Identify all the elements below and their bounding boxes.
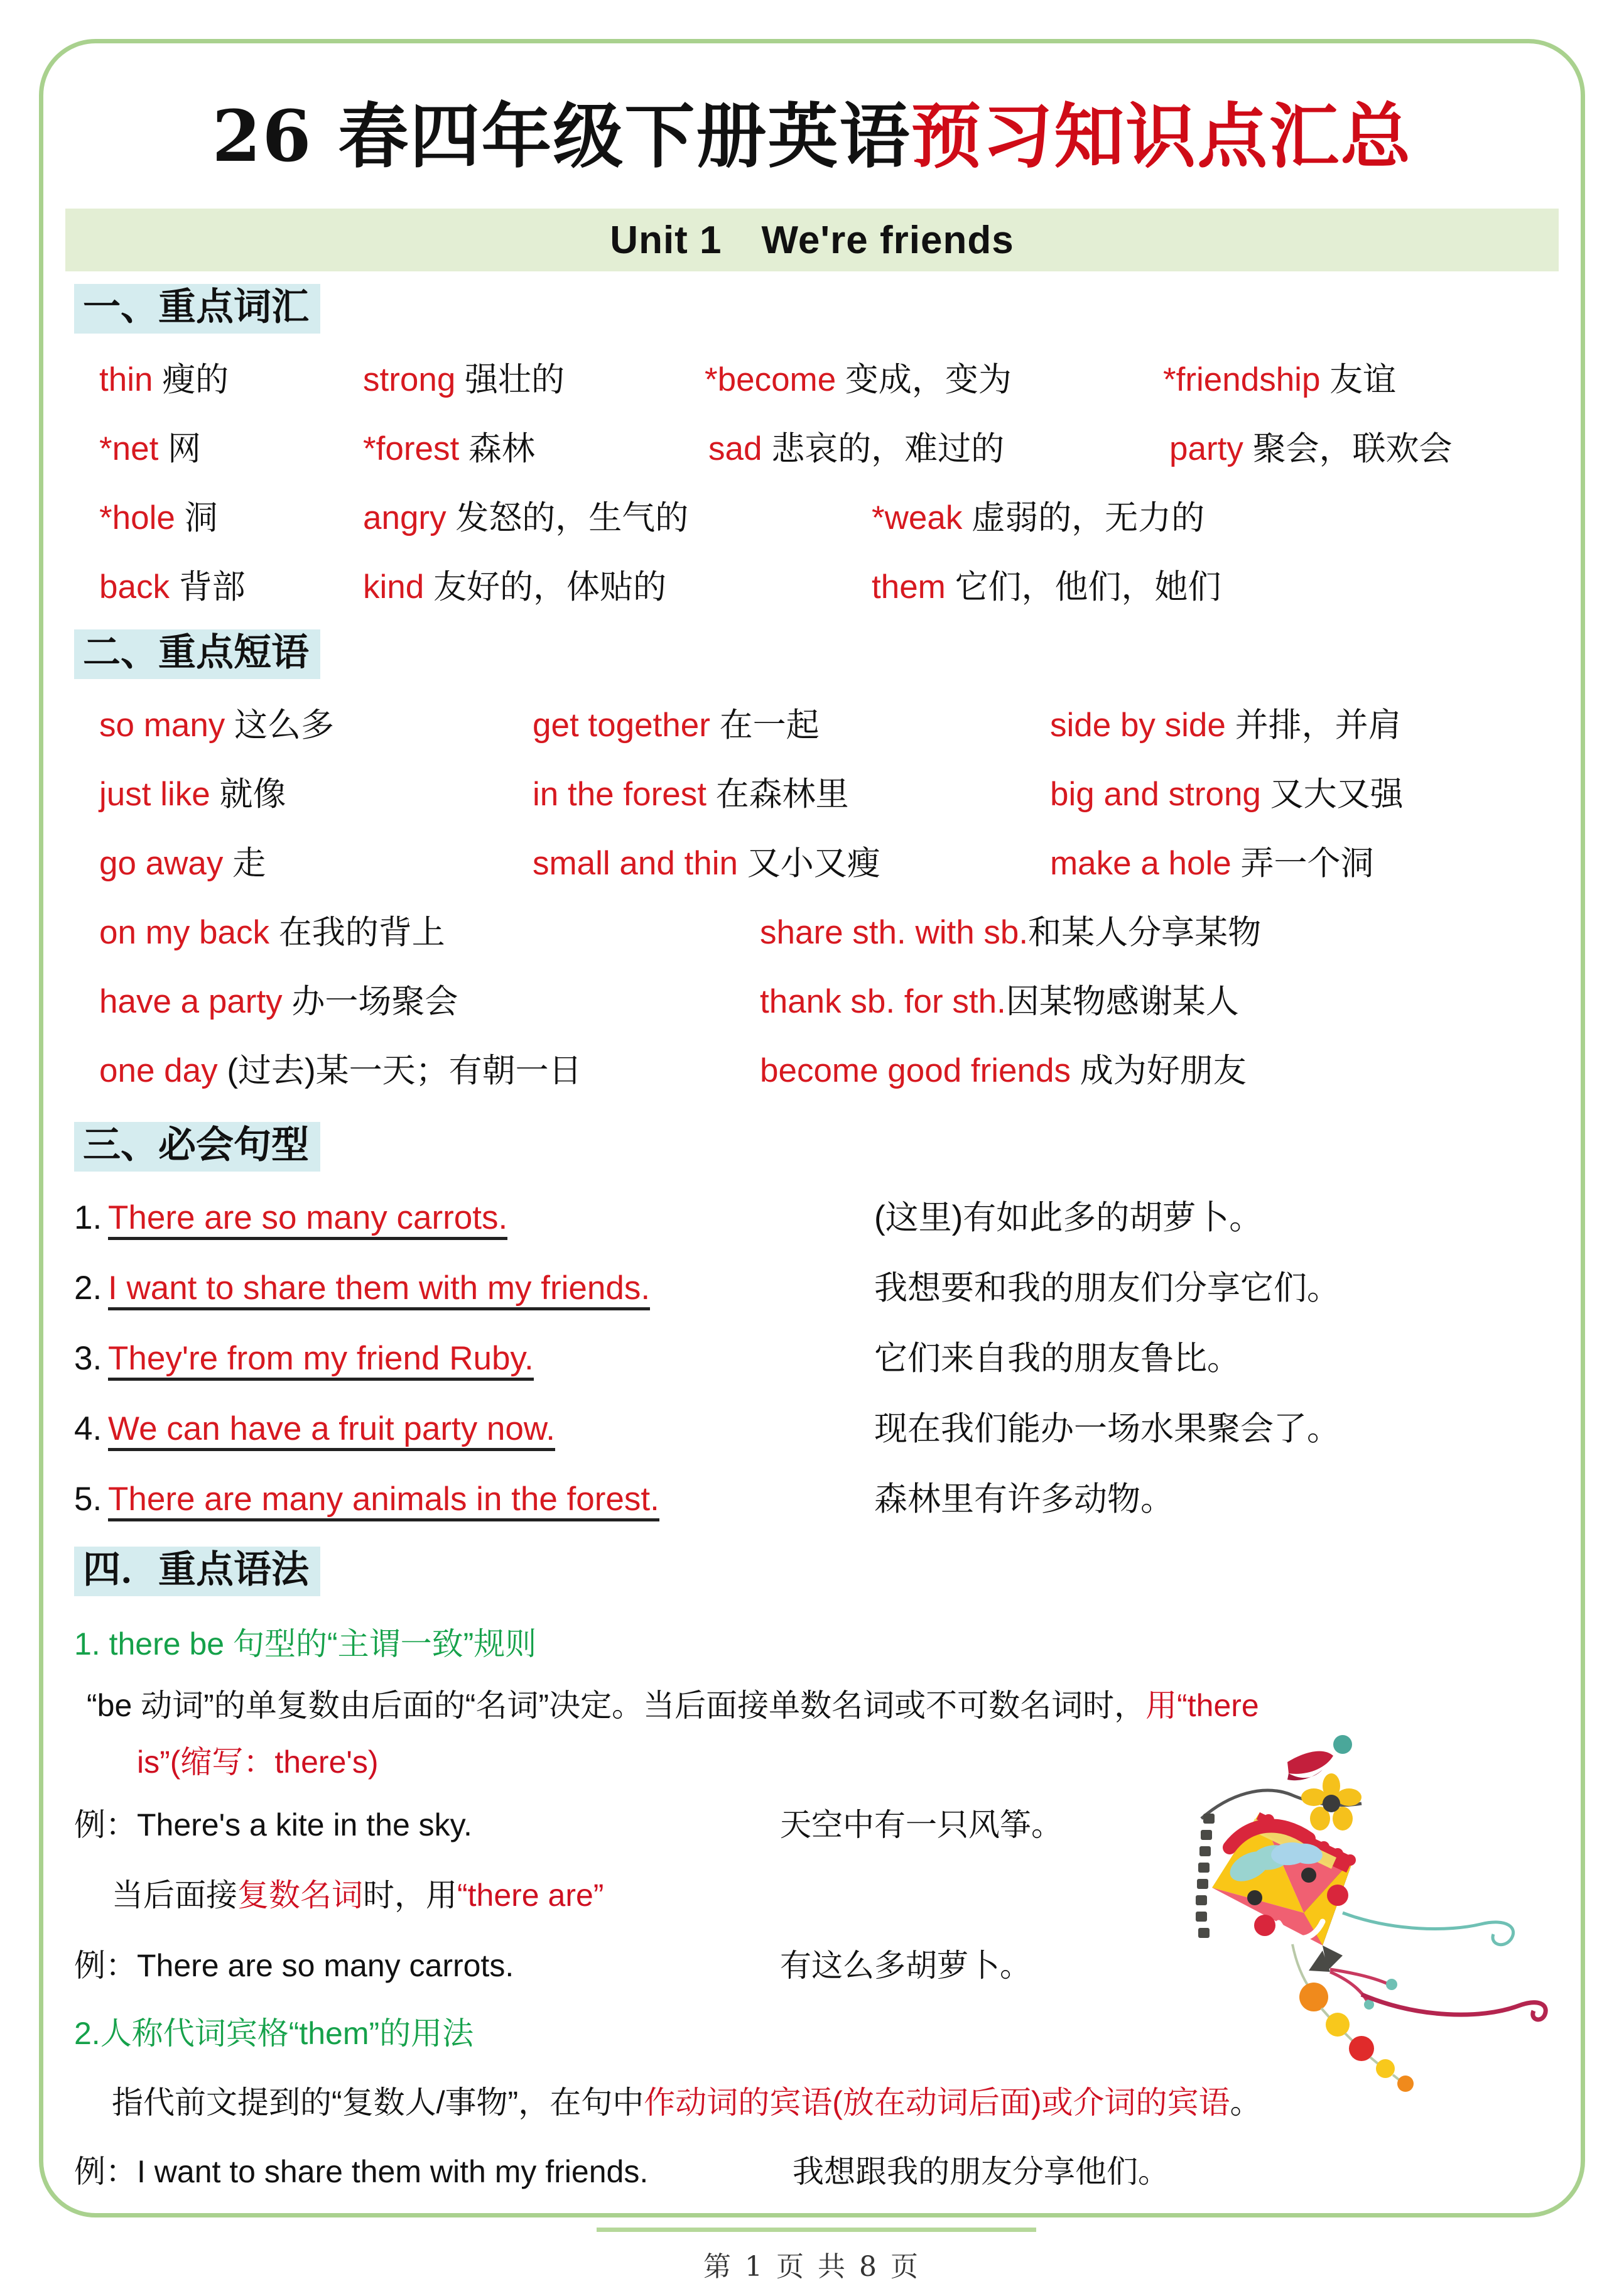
grammar-point-2-body — [112, 2087, 1262, 2118]
vocab-item — [705, 363, 1012, 396]
vocab-en: *hole — [99, 499, 175, 536]
vocab-cn: 森林 — [468, 430, 535, 467]
vocab-item — [708, 432, 1004, 465]
page-footer: 第 1 页 共 8 页 — [703, 2251, 921, 2283]
rule-red-a: 复数名词 — [237, 1878, 363, 1913]
grammar-body-red: 作动词的宾语(放在动词后面)或介词的宾语 — [644, 2085, 1230, 2120]
phrase-en: in the forest — [533, 776, 706, 813]
vocab-cn: 变成，变为 — [845, 361, 1012, 398]
vocab-cn: 虚弱的，无力的 — [972, 499, 1205, 536]
phrase-cn: 在一起 — [719, 707, 820, 744]
vocab-en: sad — [708, 430, 762, 467]
page-title-red: 预习知识点汇总 — [911, 95, 1412, 178]
unit-banner — [65, 209, 1559, 271]
sentence-english: I want to share them with my friends. — [108, 1271, 650, 1310]
vocab-en: *net — [99, 430, 159, 467]
phrase-cn: 又小又瘦 — [747, 845, 880, 882]
page-title — [0, 80, 1624, 182]
vocab-en: party — [1169, 430, 1243, 467]
grammar-example-2-chinese: 有这么多胡萝卜。 — [780, 1948, 1031, 1983]
vocab-en: *forest — [363, 430, 460, 467]
vocab-cn: 友好的，体贴的 — [433, 569, 666, 606]
grammar-body-black: 指代前文提到的“复数人/事物”，在句中 — [112, 2085, 644, 2120]
sentence-chinese: 森林里有许多动物。 — [874, 1481, 1174, 1518]
vocab-item — [99, 363, 229, 396]
grammar-point-2-title: 2.人称代词宾格“them”的用法 — [74, 2016, 474, 2051]
sentence-number: 1. — [74, 1199, 102, 1236]
phrase-cn: 并排，并肩 — [1235, 707, 1402, 744]
vocab-en: *weak — [872, 499, 963, 536]
grammar-example-1-chinese: 天空中有一只风筝。 — [780, 1807, 1063, 1842]
phrase-cn: 办一场聚会 — [291, 983, 458, 1020]
phrase-cn: 和某人分享某物 — [1028, 914, 1262, 951]
phrase-item — [99, 1054, 582, 1087]
vocab-item — [99, 501, 218, 535]
grammar-body-black: “be 动词”的单复数由后面的“名词”决定。当后面接单数名词或不可数名词时， — [87, 1688, 1146, 1723]
phrase-cn: 成为好朋友 — [1080, 1052, 1247, 1089]
vocab-item — [363, 501, 688, 535]
vocab-item — [363, 363, 565, 396]
phrase-cn: 这么多 — [234, 707, 335, 744]
example-english: There are so many carrots. — [137, 1948, 514, 1983]
phrase-en: go away — [99, 845, 224, 882]
vocab-item — [99, 570, 246, 604]
vocab-en: *become — [705, 361, 836, 398]
phrase-cn: 走 — [232, 845, 266, 882]
vocab-en: them — [872, 569, 946, 606]
phrase-cn: 又大又强 — [1270, 776, 1404, 813]
vocab-cn: 网 — [168, 430, 202, 467]
unit-banner-label: Unit 1 We're friends — [610, 218, 1014, 262]
kite-illustration — [1154, 1724, 1556, 2164]
rule-red-b: “there are” — [457, 1878, 604, 1913]
vocab-item — [363, 570, 666, 604]
phrase-item — [1050, 847, 1373, 880]
example-english: I want to share them with my friends. — [137, 2154, 649, 2189]
phrase-cn: 就像 — [219, 776, 286, 813]
grammar-example-1 — [74, 1809, 472, 1841]
grammar-body-red: 用“there — [1145, 1688, 1259, 1723]
vocab-en: *friendship — [1163, 361, 1321, 398]
phrase-cn: 在我的背上 — [278, 914, 445, 951]
phrase-item — [1050, 709, 1402, 742]
vocab-cn: 友谊 — [1329, 361, 1397, 398]
vocab-cn: 它们，他们，她们 — [955, 569, 1221, 606]
section-header-grammar: 四．重点语法 — [74, 1547, 320, 1596]
vocab-item — [872, 501, 1204, 535]
vocab-item — [363, 432, 535, 465]
phrase-item — [99, 709, 334, 742]
vocab-item — [1163, 363, 1396, 396]
phrase-cn: 弄一个洞 — [1240, 845, 1374, 882]
vocab-item — [99, 432, 201, 465]
phrase-item — [533, 709, 820, 742]
phrase-cn: 因某物感谢某人 — [1005, 983, 1239, 1020]
example-label: 例： — [74, 1807, 137, 1842]
phrase-cn: 在森林里 — [715, 776, 849, 813]
sentence-chinese: 我想要和我的朋友们分享它们。 — [874, 1270, 1340, 1307]
sentence-number: 4. — [74, 1410, 102, 1447]
phrase-en: one day — [99, 1052, 218, 1089]
phrase-item — [760, 916, 1261, 949]
vocab-cn: 悲哀的，难过的 — [771, 430, 1005, 467]
page-title-black: 26 春四年级下册英语 — [212, 95, 911, 178]
grammar-body-tail: 。 — [1230, 2085, 1262, 2120]
grammar-point-1-body-line2: is”(缩写：there's) — [137, 1744, 379, 1780]
rule-black-a: 当后面接 — [112, 1878, 237, 1913]
grammar-point-1-rule2 — [112, 1880, 604, 1911]
vocab-en: angry — [363, 499, 447, 536]
phrase-en: small and thin — [533, 845, 739, 882]
vocab-cn: 背部 — [178, 569, 246, 606]
phrase-en: so many — [99, 707, 225, 744]
phrase-item — [99, 985, 458, 1018]
section-header-phrases: 二、重点短语 — [74, 629, 320, 679]
phrase-item — [99, 916, 445, 949]
vocab-item — [872, 570, 1221, 604]
phrase-item — [1050, 778, 1404, 811]
phrase-en: on my back — [99, 914, 270, 951]
sentence-chinese: 它们来自我的朋友鲁比。 — [874, 1340, 1240, 1377]
phrase-en: just like — [99, 776, 210, 813]
phrase-cn: (过去)某一天；有朝一日 — [227, 1052, 582, 1089]
sentence-chinese: (这里)有如此多的胡萝卜。 — [874, 1199, 1263, 1236]
sentence-english: They're from my friend Ruby. — [108, 1342, 534, 1381]
vocab-cn: 强壮的 — [465, 361, 565, 398]
rule-black-b: 时，用 — [363, 1878, 457, 1913]
phrase-en: become good friends — [760, 1052, 1071, 1089]
grammar-example-2 — [74, 1950, 514, 1981]
vocab-item — [1169, 432, 1453, 465]
vocab-en: thin — [99, 361, 153, 398]
vocab-cn: 瘦的 — [162, 361, 229, 398]
section-header-vocabulary: 一、重点词汇 — [74, 284, 320, 334]
vocab-cn: 发怒的，生气的 — [455, 499, 689, 536]
vocab-en: back — [99, 569, 170, 606]
vocab-en: strong — [363, 361, 456, 398]
phrase-item — [760, 1054, 1247, 1087]
phrase-en: big and strong — [1050, 776, 1261, 813]
example-english: There's a kite in the sky. — [137, 1807, 472, 1842]
phrase-en: have a party — [99, 983, 283, 1020]
example-label: 例： — [74, 1948, 137, 1983]
phrase-en: share sth. with sb. — [760, 914, 1029, 951]
grammar-point-1-body-line1 — [87, 1690, 1259, 1721]
phrase-en: side by side — [1050, 707, 1226, 744]
grammar-point-1-title: 1. there be 句型的“主谓一致”规则 — [74, 1626, 537, 1662]
sentence-english: There are many animals in the forest. — [108, 1483, 659, 1521]
phrase-item — [760, 985, 1239, 1018]
phrase-item — [99, 847, 266, 880]
phrase-en: make a hole — [1050, 845, 1232, 882]
sentence-english: There are so many carrots. — [108, 1201, 507, 1240]
phrase-item — [533, 778, 849, 811]
sentence-chinese: 现在我们能办一场水果聚会了。 — [874, 1410, 1340, 1447]
vocab-en: kind — [363, 569, 425, 606]
vocab-cn: 聚会，联欢会 — [1252, 430, 1453, 467]
sentence-number: 5. — [74, 1481, 102, 1518]
example-label: 例： — [74, 2154, 137, 2189]
footer-divider — [597, 2228, 1036, 2232]
sentence-english: We can have a fruit party now. — [108, 1412, 555, 1451]
grammar-example-3-chinese: 我想跟我的朋友分享他们。 — [793, 2154, 1169, 2189]
phrase-item — [533, 847, 880, 880]
phrase-en: get together — [533, 707, 710, 744]
section-header-sentences: 三、必会句型 — [74, 1122, 320, 1172]
phrase-item — [99, 778, 286, 811]
phrase-en: thank sb. for sth. — [760, 983, 1006, 1020]
grammar-example-3 — [74, 2156, 648, 2187]
sentence-number: 3. — [74, 1340, 102, 1377]
sentence-number: 2. — [74, 1270, 102, 1307]
vocab-cn: 洞 — [184, 499, 218, 536]
